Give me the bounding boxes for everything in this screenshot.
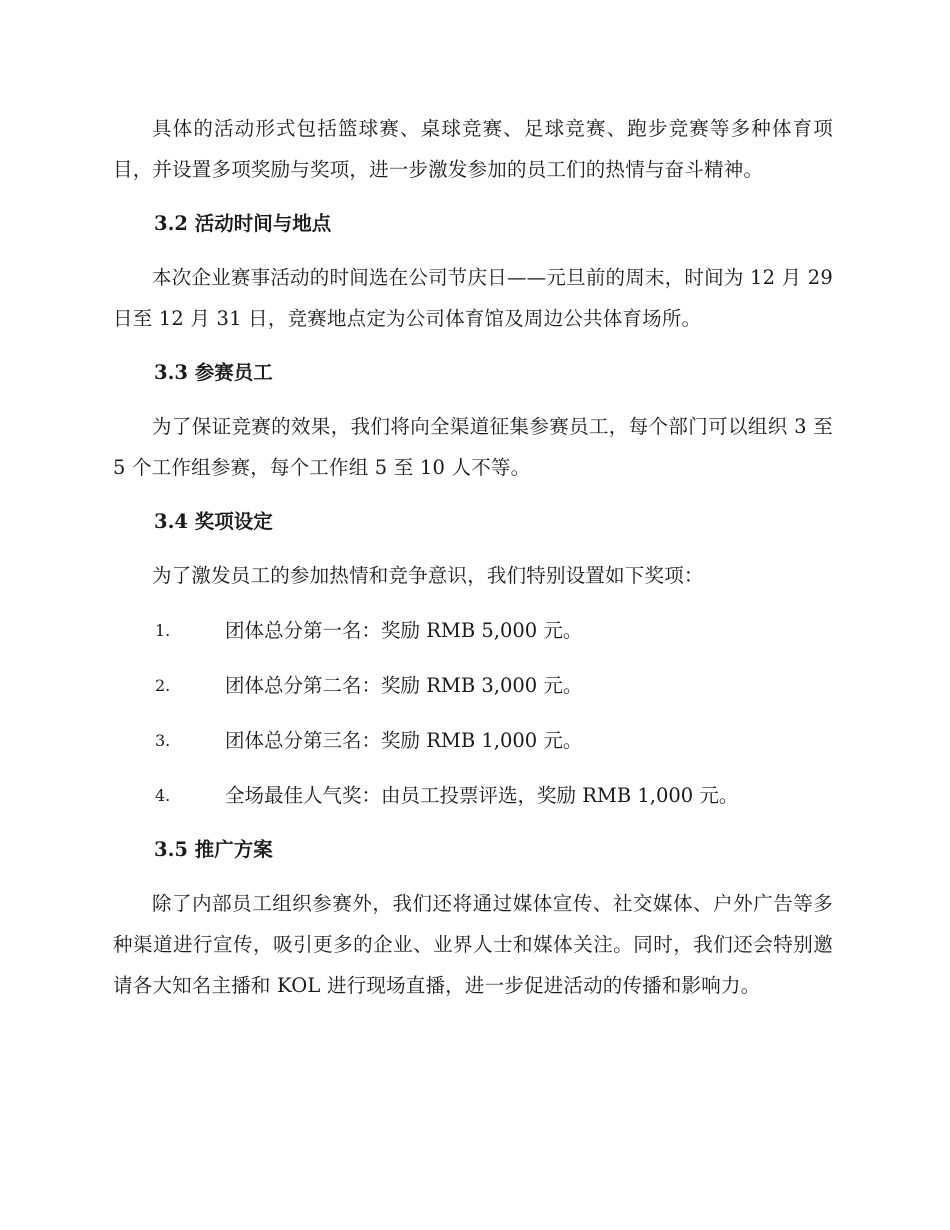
- list-text: 团体总分第一名：奖励 RMB 5,000 元。: [225, 619, 583, 642]
- intro-paragraph: 具体的活动形式包括篮球赛、桌球竞赛、足球竞赛、跑步竞赛等多种体育项目，并设置多项奖励与奖项，进一步激发参加的员工们的热情与奋斗精神。: [113, 117, 833, 181]
- list-number: 3.: [155, 731, 171, 750]
- section-3-5-paragraph: 除了内部员工组织参赛外，我们还将通过媒体宣传、社交媒体、户外广告等多种渠道进行宣传，吸引更多的企业、业界人士和媒体关注。同时，我们还会特别邀请各大知名主播和 KOL 进行现场直播，进一步促进活动的传播和影响力。: [113, 892, 833, 997]
- section-heading-3-3: 3.3 参赛员工: [154, 361, 273, 384]
- list-text: 全场最佳人气奖：由员工投票评选，奖励 RMB 1,000 元。: [225, 784, 739, 807]
- award-list-item: [113, 720, 833, 761]
- document-page: [113, 108, 833, 1006]
- section-heading-3-4: 3.4 奖项设定: [154, 510, 273, 533]
- list-number: 2.: [155, 676, 171, 695]
- award-list-item: [113, 775, 833, 816]
- section-3-2-paragraph: 本次企业赛事活动的时间选在公司节庆日——元旦前的周末，时间为 12 月 29 日至 12 月 31 日，竞赛地点定为公司体育馆及周边公共体育场所。: [113, 266, 833, 330]
- list-text: 团体总分第三名：奖励 RMB 1,000 元。: [225, 729, 583, 752]
- section-heading-3-2: 3.2 活动时间与地点: [154, 212, 332, 235]
- list-number: 4.: [155, 786, 171, 805]
- award-list-item: [113, 610, 833, 651]
- list-text: 团体总分第二名：奖励 RMB 3,000 元。: [225, 674, 583, 697]
- award-list-item: [113, 665, 833, 706]
- list-number: 1.: [155, 621, 171, 640]
- section-3-4-paragraph: 为了激发员工的参加热情和竞争意识，我们特别设置如下奖项：: [152, 564, 704, 587]
- section-3-3-paragraph: 为了保证竞赛的效果，我们将向全渠道征集参赛员工，每个部门可以组织 3 至 5 个工作组参赛，每个工作组 5 至 10 人不等。: [113, 415, 833, 479]
- section-heading-3-5: 3.5 推广方案: [154, 838, 273, 861]
